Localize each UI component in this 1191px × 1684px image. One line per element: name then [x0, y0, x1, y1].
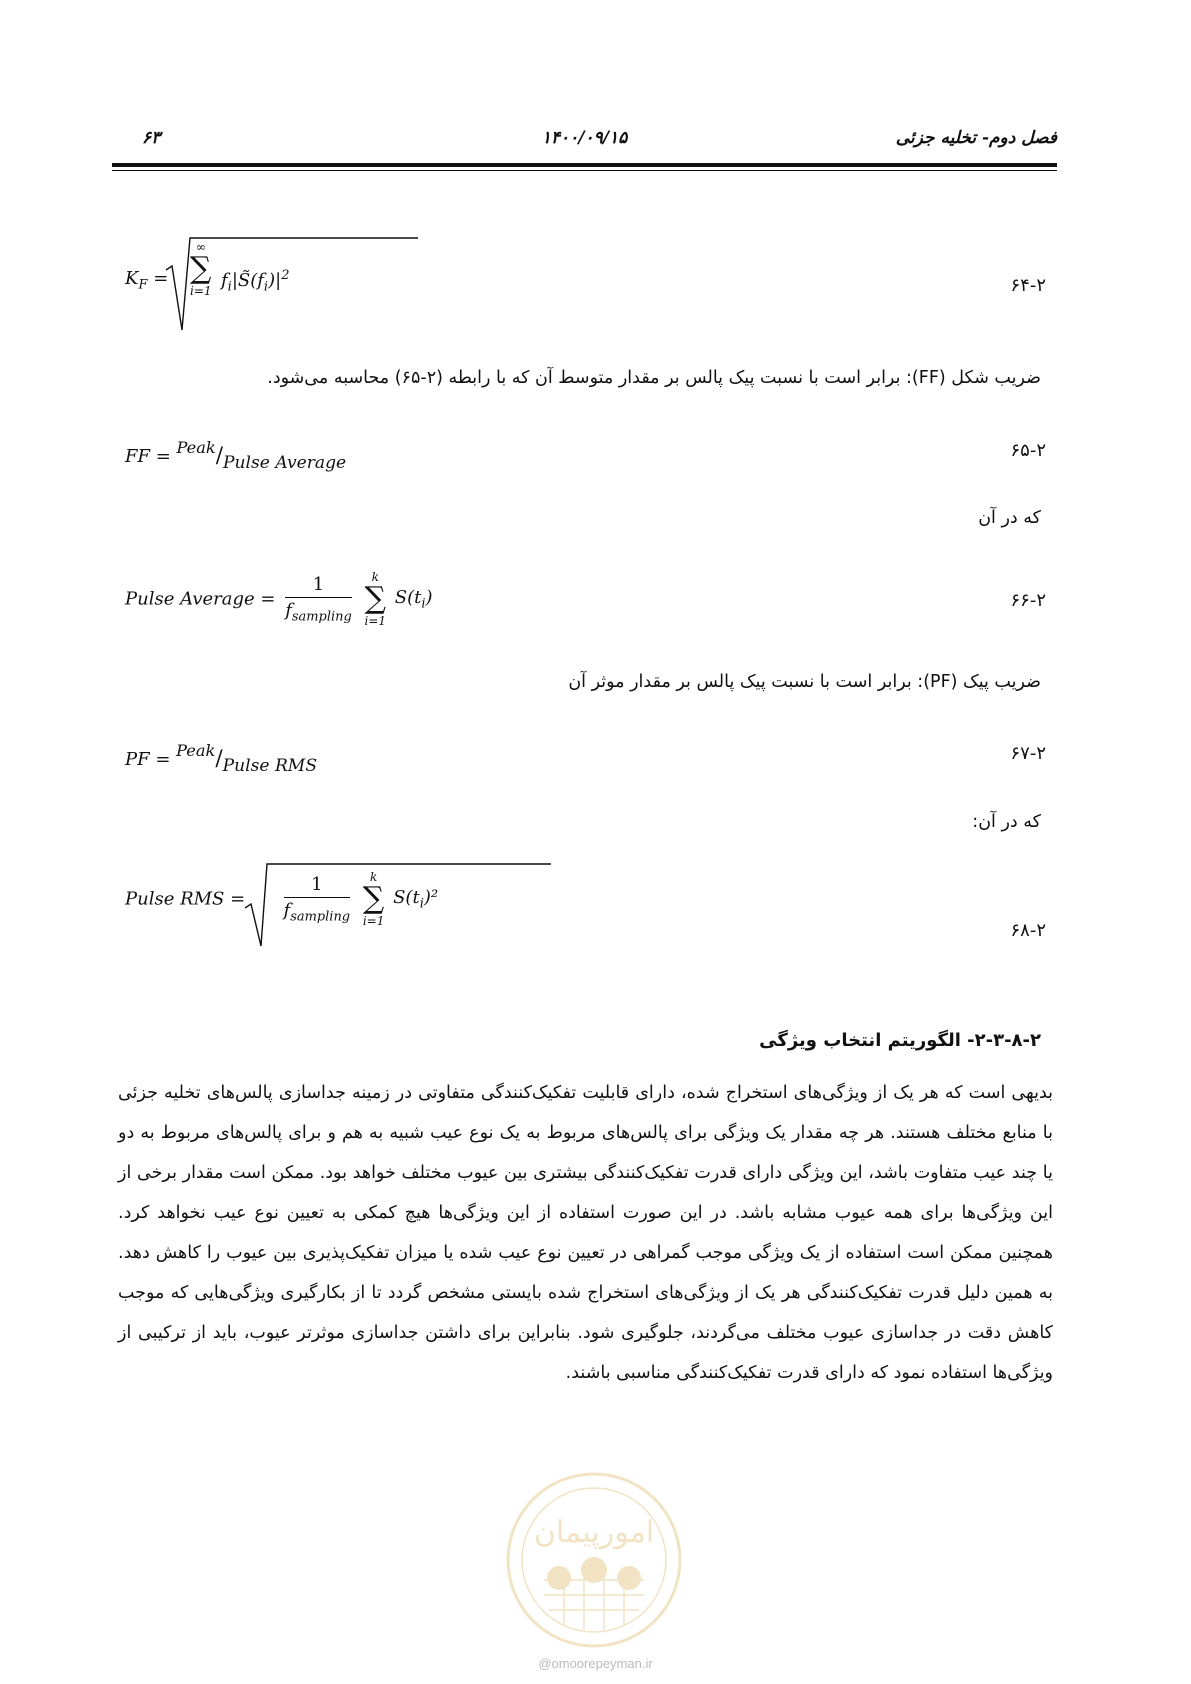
- eq64-summation: ∞ ∑ i=1: [190, 240, 212, 298]
- watermark-url: @omoorepeyman.ir: [538, 1656, 653, 1671]
- svg-text:امورپیمان: امورپیمان: [533, 1515, 655, 1550]
- watermark-logo: [504, 1470, 684, 1650]
- section-title: ۲-۳-۸-۲- الگوریتم انتخاب ویژگی: [759, 1030, 1041, 1051]
- where-text-2: که در آن:: [972, 812, 1041, 832]
- sqrt-sign-icon: [243, 856, 443, 946]
- pf-description: ضریب پیک (PF): برابر است با نسبت پیک پالس بر مقدار موثر آن: [568, 672, 1041, 692]
- eq68-number: ۶۸-۲: [1010, 920, 1046, 941]
- equation-66: Pulse Average = $\frac{1}{f_{sampling}}$ k ∑ i=1 $S(t_i)$: [125, 570, 433, 628]
- eq66-summation: k ∑ i=1: [364, 570, 387, 628]
- eq64-sum-lower: i=1: [190, 284, 212, 298]
- section-body: بدیهی است که هر یک از ویژگی‌های استخراج شده، دارای قابلیت تفکیک‌کنندگی متفاوتی در زمینه جداسازی پالس‌های تخلیه جزئی با منابع مختلف هستند. هر چه مقدار یک ویژگی برای پالس‌های مربوط به یک نوع عیب شبیه به هم و برای پالس‌های مربوط به دو یا چند عیب متفاوت باشد، این ویژگی دارای قدرت تفکیک‌کنندگی بیشتری بین عیوب مختلف خواهد بود. ممکن است مقدار برخی از این ویژگی‌ها برای همه عیوب مشابه باشد. در این صورت استفاده از این ویژگی‌ها هیچ کمکی به تعیین نوع عیب نخواهد کرد. همچنین ممکن است استفاده از یک ویژگی موجب گمراهی در تعیین نوع عیب شده یا میزان تفکیک‌پذیری بین عیوب را کاهش دهد. به همین دلیل قدرت تفکیک‌کنندگی هر یک از ویژگی‌های استخراج شده بایستی مشخص گردد تا از بکارگیری ویژگی‌هایی که موجب کاهش دقت در جداسازی عیوب مختلف می‌گردند، جلوگیری شود. بنابراین برای داشتن جداسازی موثرتر عیوب، باید از ترکیبی از ویژگی‌ها استفاده نمود که دارای قدرت تفکیک‌کنندگی مناسبی باشند.: [118, 1083, 1053, 1383]
- eq68-fraction: $\frac{1}{f_{sampling}}$: [283, 873, 351, 925]
- page-number: ۶۳: [142, 128, 161, 148]
- eq64-sum-upper: ∞: [195, 240, 206, 254]
- page-header: [112, 128, 1057, 158]
- header-rule-thick: [112, 163, 1057, 167]
- ff-description: ضریب شکل (FF): برابر است با نسبت پیک پالس بر مقدار متوسط آن که با رابطه (۲-۶۵) محاسبه می‌شود.: [267, 368, 1041, 388]
- eq64-lhs: K: [125, 268, 139, 289]
- eq64-term: $f_i|S̃(f_i)|^2$: [221, 268, 290, 295]
- where-text-1: که در آن: [978, 508, 1041, 528]
- eq66-fraction: $\frac{1}{f_{sampling}}$: [285, 573, 352, 625]
- header-rule-thin: [112, 170, 1057, 171]
- equation-65: FF = Peak/Pulse Average: [125, 438, 347, 473]
- eq67-number: ۶۷-۲: [1010, 743, 1046, 764]
- header-date: ۱۴۰۰/۰۹/۱۵: [541, 128, 628, 148]
- eq64-number: ۶۴-۲: [1010, 275, 1046, 296]
- equation-68: Pulse RMS = $\frac{1}{f_{sampling}}$ k ∑ i=1 $S(t_i)^2$: [125, 870, 438, 928]
- eq65-number: ۶۵-۲: [1010, 440, 1046, 461]
- eq64-lhs-sub: F: [138, 277, 148, 293]
- eq66-number: ۶۶-۲: [1010, 590, 1046, 611]
- eq68-summation: k ∑ i=1: [362, 870, 385, 928]
- chapter-title: فصل دوم- تخلیه جزئی: [895, 128, 1057, 148]
- equation-67: PF = Peak/Pulse RMS: [125, 741, 318, 776]
